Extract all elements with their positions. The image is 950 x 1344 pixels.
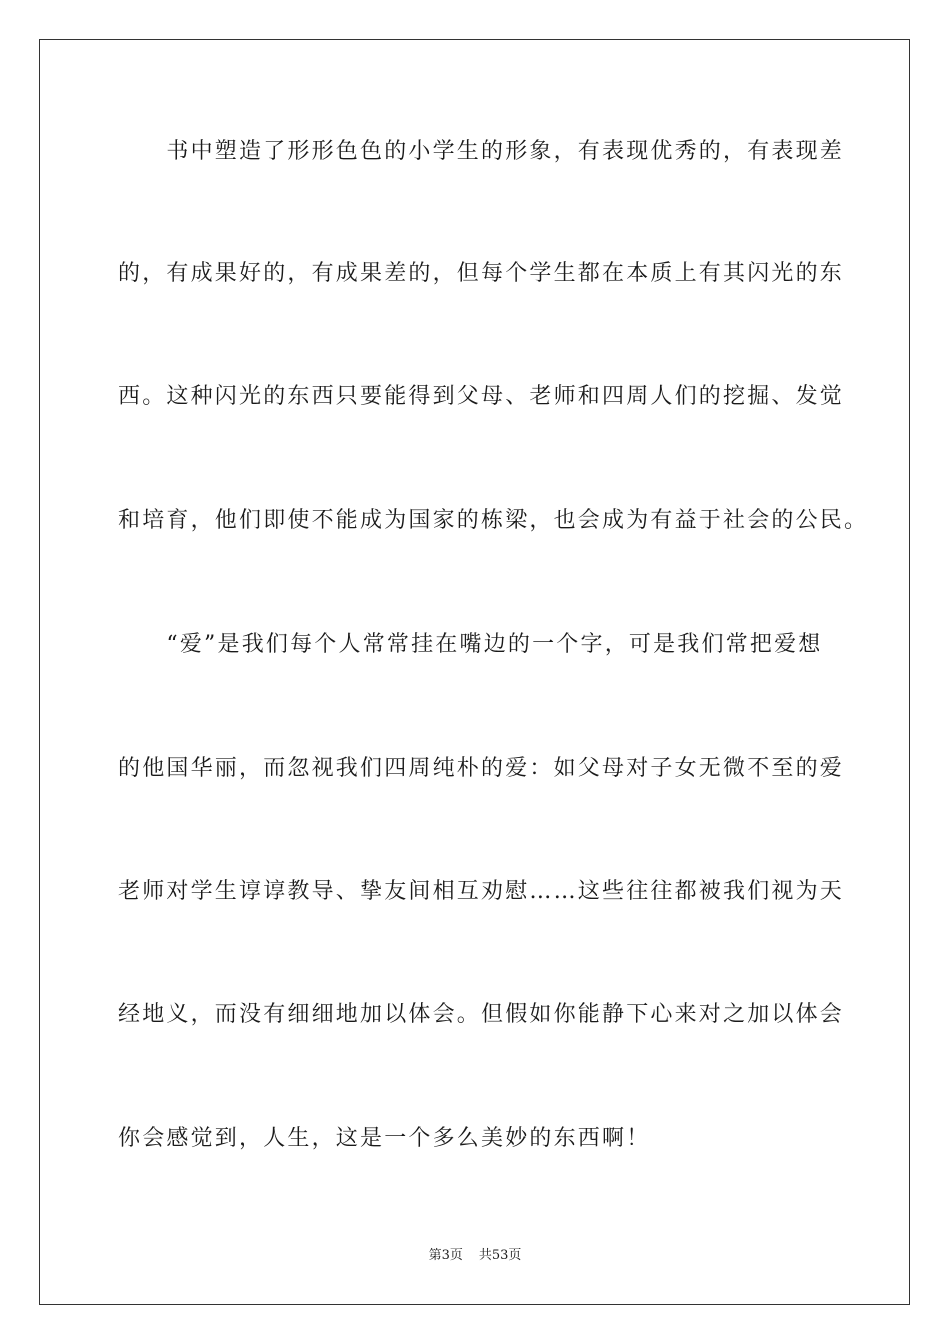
page-footer xyxy=(0,1247,950,1265)
paragraph-line: 的他国华丽，而忽视我们四周纯朴的爱：如父母对子女无微不至的爱 xyxy=(118,756,845,781)
paragraph-line: “爱”是我们每个人常常挂在嘴边的一个字，可是我们常把爱想 xyxy=(118,632,823,657)
page-frame xyxy=(39,39,910,1305)
total-pages: 共53页 xyxy=(478,1248,522,1263)
paragraph-line: 老师对学生谆谆教导、挚友间相互劝慰……这些往往都被我们视为天 xyxy=(118,879,845,904)
paragraph-line: 西。这种闪光的东西只要能得到父母、老师和四周人们的挖掘、发觉 xyxy=(118,384,845,409)
paragraph-line: 的，有成果好的，有成果差的，但每个学生都在本质上有其闪光的东 xyxy=(118,261,845,286)
paragraph-line: 书中塑造了形形色色的小学生的形象，有表现优秀的，有表现差 xyxy=(118,139,845,164)
paragraph-line: 你会感觉到，人生，这是一个多么美妙的东西啊！ xyxy=(118,1126,651,1151)
paragraph-line: 经地义，而没有细细地加以体会。但假如你能静下心来对之加以体会 xyxy=(118,1002,845,1027)
paragraph-line: 和培育，他们即使不能成为国家的栋梁，也会成为有益于社会的公民。 xyxy=(118,508,869,533)
page-number: 第3页 xyxy=(428,1248,463,1263)
